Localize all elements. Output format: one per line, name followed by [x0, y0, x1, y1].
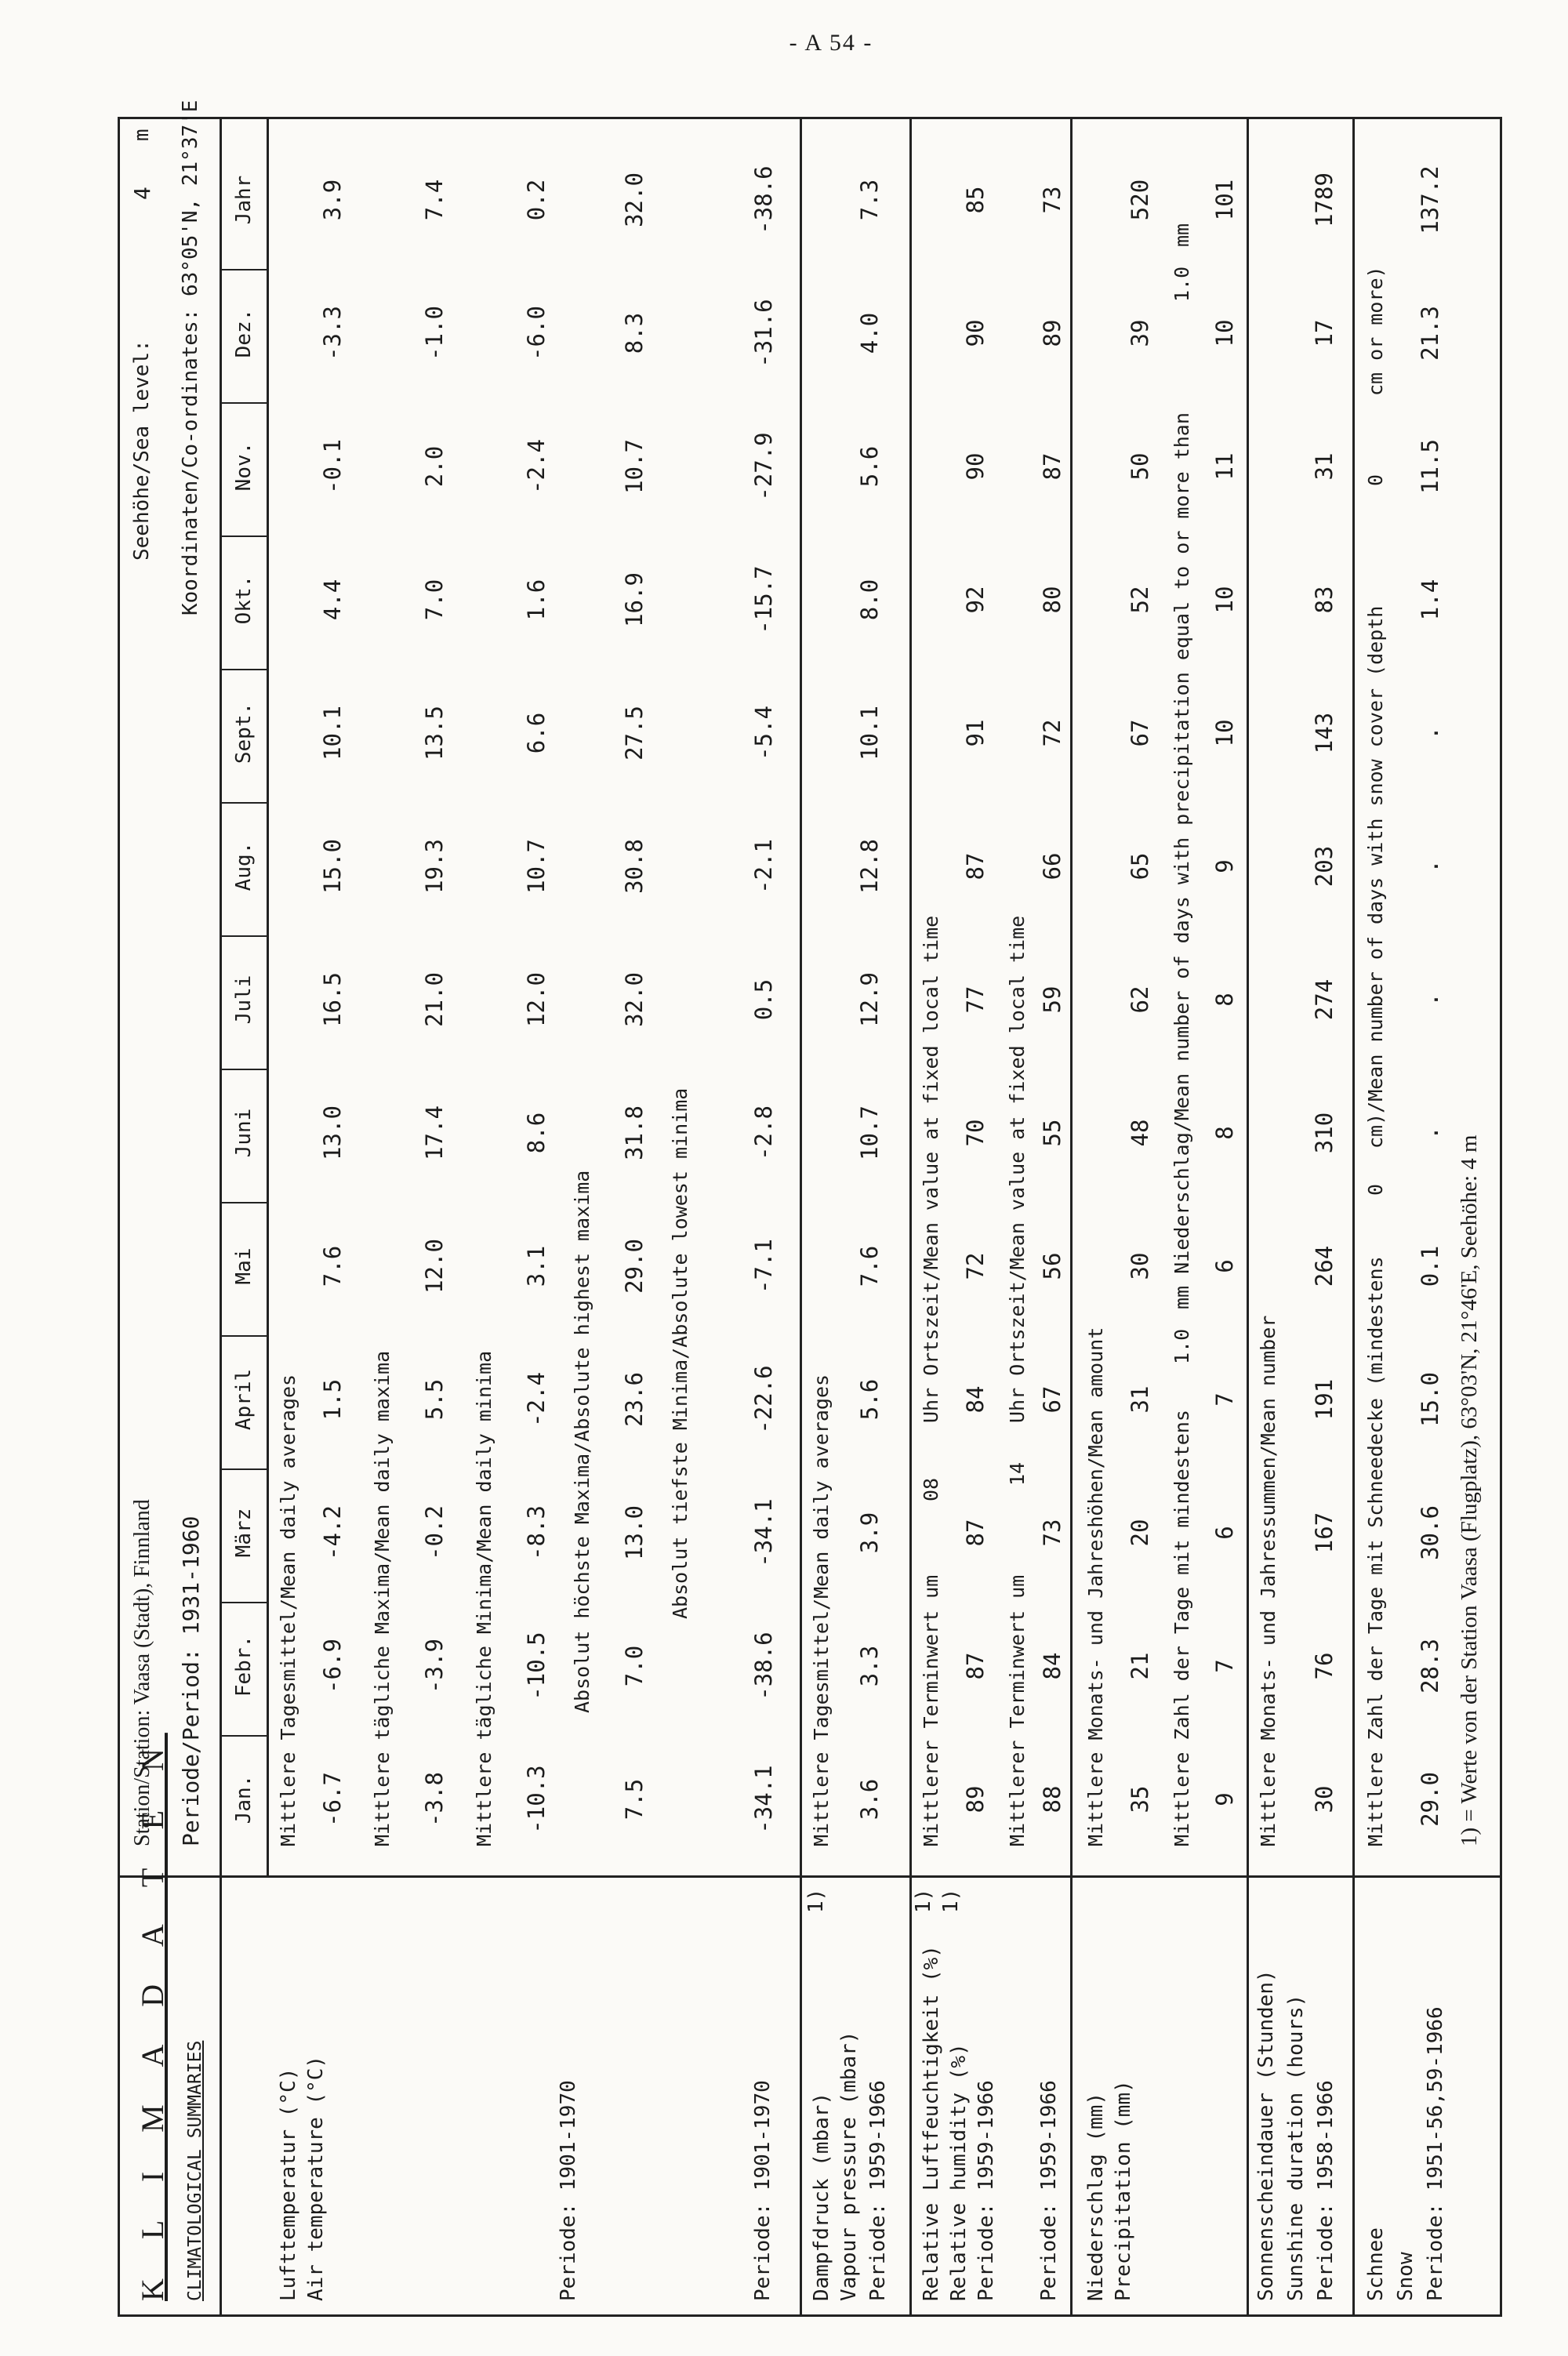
precip-row-days-year: 101 — [1211, 179, 1238, 221]
snow-row-sep: . — [1417, 726, 1443, 740]
divider-humidity-precip — [1070, 119, 1073, 2317]
humidity-row-08-sep: 91 — [962, 719, 989, 747]
precip-row-amount-sep: 67 — [1127, 719, 1153, 747]
vapour-row-feb: 3.3 — [856, 1645, 883, 1687]
snow-caption-a: Mittlere Zahl der Tage mit Schneedecke (mindestens — [1364, 1256, 1387, 1846]
temp-row-max-jan: -3.8 — [421, 1772, 448, 1827]
precip-row-amount-aug: 65 — [1127, 852, 1153, 880]
temp-row-max-jul: 21.0 — [421, 972, 448, 1027]
sunshine-label-de: Sonnenscheindauer (Stunden) — [1254, 1969, 1278, 2301]
sea-level-label: Seehöhe/Sea level: — [130, 339, 154, 561]
temp-row-mean-sep: 10.1 — [319, 706, 346, 761]
temp-row-max-sep: 13.5 — [421, 706, 448, 761]
station-period: Periode/Period: 1931-1960 — [178, 1516, 204, 1846]
station-name: Station/Station: Vaasa (Stadt), Finnland — [130, 1499, 154, 1846]
snow-caption-c: cm or more) — [1364, 266, 1387, 396]
precip-label-de: Niederschlag (mm) — [1084, 2092, 1108, 2301]
humidity-row-14-feb: 84 — [1039, 1652, 1065, 1680]
snow-label-de: Schnee — [1364, 2227, 1388, 2301]
precip-caption-days-amount: 1.0 — [1171, 1328, 1193, 1364]
precip-row-days-feb: 7 — [1211, 1659, 1238, 1673]
precip-caption-days-unit: mm — [1171, 223, 1193, 247]
month-header-oct: Okt. — [232, 575, 256, 625]
humidity-row-14-jun: 55 — [1039, 1119, 1065, 1147]
temp-row-max-oct: 7.0 — [421, 579, 448, 621]
humidity-row-14-oct: 80 — [1039, 586, 1065, 614]
vapour-footnote-mark: 1) — [804, 1888, 828, 1913]
temp-row-min-year: 0.2 — [523, 179, 550, 221]
precip-row-days-apr: 7 — [1211, 1392, 1238, 1407]
snow-row-feb: 28.3 — [1417, 1639, 1443, 1693]
precip-row-days-jul: 8 — [1211, 993, 1238, 1007]
temp-row-abs-min-mar: -34.1 — [750, 1498, 777, 1567]
sea-level-unit: m — [130, 129, 154, 141]
page-number: - A 54 - — [789, 30, 873, 56]
temp-row-abs-min-nov: -27.9 — [750, 432, 777, 501]
temp-row-mean-jul: 16.5 — [319, 972, 346, 1027]
temp-row-abs-max-jan: 7.5 — [621, 1778, 648, 1821]
precip-row-amount-apr: 31 — [1127, 1385, 1153, 1414]
humidity-row-14-apr: 67 — [1039, 1385, 1065, 1414]
humidity-footnote-mark-2: 1) — [939, 1888, 963, 1913]
temp-row-max-may: 12.0 — [421, 1239, 448, 1294]
month-header-feb: Febr. — [232, 1635, 256, 1697]
vapour-row-dec: 4.0 — [856, 312, 883, 354]
humidity-row-14-nov: 87 — [1039, 452, 1065, 481]
sunshine-row-dec: 17 — [1311, 319, 1338, 347]
precip-row-amount-oct: 52 — [1127, 586, 1153, 614]
temp-row-min-apr: -2.4 — [523, 1372, 550, 1427]
temp-row-abs-min-dec: -31.6 — [750, 299, 777, 368]
precip-row-amount-nov: 50 — [1127, 452, 1153, 481]
temp-row-abs-min-jun: -2.8 — [750, 1105, 777, 1160]
sunshine-row-jan: 30 — [1311, 1785, 1338, 1813]
sunshine-row-aug: 203 — [1311, 845, 1338, 888]
temp-row-max-aug: 19.3 — [421, 839, 448, 894]
temp-row-mean-dec: -3.3 — [319, 306, 346, 361]
sea-level-value: 4 — [129, 187, 155, 200]
page-title: K L I M A D A T E N — [135, 1733, 170, 2301]
temp-row-abs-min-sep: -5.4 — [750, 706, 777, 761]
temp-row-mean-year: 3.9 — [319, 179, 346, 221]
humidity-row-08-year: 85 — [962, 186, 989, 214]
sunshine-row-oct: 83 — [1311, 586, 1338, 614]
precip-row-days-sep: 10 — [1211, 719, 1238, 747]
precip-row-days-oct: 10 — [1211, 586, 1238, 614]
humidity-row-08-aug: 87 — [962, 852, 989, 880]
temp-row-abs-max-jul: 32.0 — [621, 972, 648, 1027]
precip-row-days-mar: 6 — [1211, 1526, 1238, 1540]
temp-row-max-dec: -1.0 — [421, 306, 448, 361]
sunshine-row-sep: 143 — [1311, 712, 1338, 754]
snow-row-jan: 29.0 — [1417, 1772, 1443, 1827]
vapour-row-sep: 10.1 — [856, 706, 883, 761]
temp-period-2: Periode: 1901-1970 — [751, 2080, 775, 2301]
sunshine-row-apr: 191 — [1311, 1378, 1338, 1421]
temp-row-abs-min-apr: -22.6 — [750, 1365, 777, 1434]
precip-row-amount-year: 520 — [1127, 179, 1153, 221]
vapour-row-year: 7.3 — [856, 179, 883, 221]
temp-row-mean-jan: -6.7 — [319, 1772, 346, 1827]
temp-row-abs-min-jul: 0.5 — [750, 978, 777, 1021]
humidity-row-08-apr: 84 — [962, 1385, 989, 1414]
humidity-row-08-jul: 77 — [962, 986, 989, 1014]
sunshine-row-feb: 76 — [1311, 1652, 1338, 1680]
month-header-sep: Sept. — [232, 702, 256, 764]
temp-row-max-year: 7.4 — [421, 179, 448, 221]
temp-row-abs-max-nov: 10.7 — [621, 439, 648, 494]
month-header-jan: Jan. — [232, 1774, 256, 1824]
precip-caption-amount: Mittlere Monats- und Jahreshöhen/Mean amount — [1084, 1327, 1107, 1846]
label-column-divider — [118, 1875, 1500, 1878]
header-divider — [220, 119, 222, 1875]
temp-row-abs-max-may: 29.0 — [621, 1239, 648, 1294]
temp-row-min-mar: -8.3 — [523, 1505, 550, 1560]
snow-period: Periode: 1951-56,59-1966 — [1424, 2006, 1447, 2301]
temp-row-max-mar: -0.2 — [421, 1505, 448, 1560]
temp-row-mean-jun: 13.0 — [319, 1105, 346, 1160]
temp-caption-mean: Mittlere Tagesmittel/Mean daily averages — [277, 1374, 299, 1846]
snow-caption-depth: 0 — [1364, 1183, 1387, 1196]
temp-caption-min: Mittlere tägliche Minima/Mean daily minima — [473, 1350, 495, 1846]
humidity-row-14-mar: 73 — [1039, 1519, 1065, 1547]
vapour-row-jun: 10.7 — [856, 1105, 883, 1160]
humidity-label-en: Relative humidity (%) — [947, 2043, 971, 2301]
temp-row-min-may: 3.1 — [523, 1245, 550, 1287]
humidity-footnote-mark-1: 1) — [912, 1888, 935, 1913]
precip-row-days-dec: 10 — [1211, 319, 1238, 347]
month-header-mar: März — [232, 1508, 256, 1558]
humidity-caption-14-hour: 14 — [1006, 1461, 1029, 1486]
precip-row-amount-jun: 48 — [1127, 1119, 1153, 1147]
temp-row-abs-max-sep: 27.5 — [621, 706, 648, 761]
snow-row-apr: 15.0 — [1417, 1372, 1443, 1427]
snow-label-en: Snow — [1394, 2252, 1417, 2301]
precip-row-amount-dec: 39 — [1127, 319, 1153, 347]
humidity-row-14-dec: 89 — [1039, 319, 1065, 347]
humidity-caption-14-b: Uhr Ortszeit/Mean value at fixed local time — [1006, 915, 1029, 1423]
temp-row-mean-nov: -0.1 — [319, 439, 346, 494]
temp-row-abs-min-year: -38.6 — [750, 165, 777, 234]
temp-row-max-feb: -3.9 — [421, 1639, 448, 1693]
temp-row-min-jul: 12.0 — [523, 972, 550, 1027]
divider-vapour-humidity — [909, 119, 912, 2317]
vapour-row-jul: 12.9 — [856, 972, 883, 1027]
humidity-row-08-may: 72 — [962, 1252, 989, 1280]
month-header-may: Mai — [232, 1247, 256, 1285]
snow-row-aug: . — [1417, 859, 1443, 873]
vapour-row-oct: 8.0 — [856, 579, 883, 621]
temp-row-abs-max-feb: 7.0 — [621, 1645, 648, 1687]
month-header-jul: Juli — [232, 975, 256, 1025]
humidity-row-14-aug: 66 — [1039, 852, 1065, 880]
sunshine-row-year: 1789 — [1311, 172, 1338, 227]
temp-row-mean-mar: -4.2 — [319, 1505, 346, 1560]
temp-row-min-jun: 8.6 — [523, 1112, 550, 1154]
temp-row-mean-aug: 15.0 — [319, 839, 346, 894]
precip-row-amount-may: 30 — [1127, 1252, 1153, 1280]
snow-row-jun: . — [1417, 1126, 1443, 1140]
vapour-row-may: 7.6 — [856, 1245, 883, 1287]
temp-label-en: Air temperature (°C) — [304, 2055, 328, 2301]
humidity-caption-14-a: Mittlerer Terminwert um — [1006, 1574, 1029, 1846]
humidity-period-1: Periode: 1959-1966 — [975, 2080, 998, 2301]
temp-row-abs-min-oct: -15.7 — [750, 565, 777, 634]
month-header-apr: April — [232, 1368, 256, 1431]
precip-caption-days-b: mm Niederschlag/Mean number of days with precipitation equal to or more than — [1171, 412, 1193, 1309]
vapour-caption: Mittlere Tagesmittel/Mean daily averages — [810, 1374, 833, 1846]
vapour-row-jan: 3.6 — [856, 1778, 883, 1821]
humidity-row-14-may: 56 — [1039, 1252, 1065, 1280]
temp-row-min-feb: -10.5 — [523, 1632, 550, 1701]
vapour-row-apr: 5.6 — [856, 1378, 883, 1421]
precip-caption-days-amount-2: 1.0 — [1171, 266, 1193, 302]
sunshine-row-may: 264 — [1311, 1245, 1338, 1287]
vapour-row-nov: 5.6 — [856, 445, 883, 488]
vapour-row-aug: 12.8 — [856, 839, 883, 894]
temp-row-min-dec: -6.0 — [523, 306, 550, 361]
sunshine-label-en: Sunshine duration (hours) — [1284, 1994, 1308, 2301]
footnote: 1) = Werte von der Station Vaasa (Flugplatz), 63°03'N, 21°46'E, Seehöhe: 4 m — [1457, 1134, 1482, 1846]
precip-caption-days-a: Mittlere Zahl der Tage mit mindestens — [1171, 1410, 1193, 1846]
page-subtitle: CLIMATOLOGICAL SUMMARIES — [185, 2040, 205, 2301]
temp-row-min-jan: -10.3 — [523, 1765, 550, 1834]
divider-temp-vapour — [800, 119, 802, 2317]
temp-row-min-nov: -2.4 — [523, 439, 550, 494]
precip-row-days-nov: 11 — [1211, 452, 1238, 481]
snow-caption-depth-2: 0 — [1364, 474, 1387, 486]
temp-row-abs-min-jan: -34.1 — [750, 1765, 777, 1834]
precip-row-days-jun: 8 — [1211, 1126, 1238, 1140]
snow-row-dec: 21.3 — [1417, 306, 1443, 361]
precip-row-days-may: 6 — [1211, 1259, 1238, 1273]
sunshine-caption: Mittlere Monats- und Jahressummen/Mean number — [1257, 1315, 1279, 1846]
humidity-label-de: Relative Luftfeuchtigkeit (%) — [920, 1945, 943, 2301]
sunshine-row-jul: 274 — [1311, 978, 1338, 1021]
temp-row-abs-max-oct: 16.9 — [621, 572, 648, 627]
humidity-period-2: Periode: 1959-1966 — [1037, 2080, 1061, 2301]
temp-row-abs-max-aug: 30.8 — [621, 839, 648, 894]
temp-row-abs-max-mar: 13.0 — [621, 1505, 648, 1560]
precip-row-amount-feb: 21 — [1127, 1652, 1153, 1680]
humidity-row-08-feb: 87 — [962, 1652, 989, 1680]
month-header-year: Jahr — [232, 175, 256, 225]
snow-row-mar: 30.6 — [1417, 1505, 1443, 1560]
temp-row-abs-max-jun: 31.8 — [621, 1105, 648, 1160]
snow-row-may: 0.1 — [1417, 1245, 1443, 1287]
temp-label-de: Lufttemperatur (°C) — [277, 2067, 300, 2301]
sunshine-period: Periode: 1958-1966 — [1314, 2080, 1338, 2301]
divider-sunshine-snow — [1352, 119, 1355, 2317]
temp-row-mean-oct: 4.4 — [319, 579, 346, 621]
temp-period-1: Periode: 1901-1970 — [557, 2080, 580, 2301]
temp-row-abs-max-apr: 23.6 — [621, 1372, 648, 1427]
month-header-divider — [267, 119, 269, 1875]
precip-label-en: Precipitation (mm) — [1112, 2080, 1135, 2301]
temp-row-mean-may: 7.6 — [319, 1245, 346, 1287]
snow-row-nov: 11.5 — [1417, 439, 1443, 494]
precip-row-days-aug: 9 — [1211, 859, 1238, 873]
title-divider — [220, 1876, 222, 2317]
precip-row-days-jan: 9 — [1211, 1792, 1238, 1806]
month-header-jun: Juni — [232, 1108, 256, 1158]
vapour-row-mar: 3.9 — [856, 1512, 883, 1554]
temp-caption-abs-max: Absolut höchste Maxima/Absolute highest maxima — [571, 1170, 593, 1713]
sunshine-row-jun: 310 — [1311, 1112, 1338, 1154]
temp-caption-abs-min: Absolut tiefste Minima/Absolute lowest minima — [669, 1087, 691, 1619]
divider-precip-sunshine — [1247, 119, 1249, 2317]
snow-caption-b: cm)/Mean number of days with snow cover (depth — [1364, 605, 1387, 1149]
month-header-aug: Aug. — [232, 841, 256, 891]
temp-row-abs-max-dec: 8.3 — [621, 312, 648, 354]
vapour-label-de: Dampfdruck (mbar) — [810, 2092, 833, 2301]
precip-row-amount-mar: 20 — [1127, 1519, 1153, 1547]
temp-row-max-apr: 5.5 — [421, 1378, 448, 1421]
precip-row-amount-jan: 35 — [1127, 1785, 1153, 1813]
sunshine-row-nov: 31 — [1311, 452, 1338, 481]
month-header-nov: Nov. — [232, 441, 256, 492]
coordinates: Koordinaten/Co-ordinates: 63°05'N, 21°37'E — [179, 100, 202, 615]
temp-row-abs-max-year: 32.0 — [621, 172, 648, 227]
temp-row-abs-min-may: -7.1 — [750, 1239, 777, 1294]
humidity-row-14-sep: 72 — [1039, 719, 1065, 747]
humidity-row-08-jan: 89 — [962, 1785, 989, 1813]
humidity-row-08-oct: 92 — [962, 586, 989, 614]
vapour-label-en: Vapour pressure (mbar) — [837, 2031, 861, 2301]
humidity-row-14-jul: 59 — [1039, 986, 1065, 1014]
humidity-row-08-dec: 90 — [962, 319, 989, 347]
temp-row-mean-feb: -6.9 — [319, 1639, 346, 1693]
sunshine-row-mar: 167 — [1311, 1512, 1338, 1554]
snow-row-oct: 1.4 — [1417, 579, 1443, 621]
snow-row-jul: . — [1417, 993, 1443, 1007]
humidity-row-14-year: 73 — [1039, 186, 1065, 214]
humidity-row-08-nov: 90 — [962, 452, 989, 481]
temp-row-mean-apr: 1.5 — [319, 1378, 346, 1421]
snow-row-year: 137.2 — [1417, 165, 1443, 234]
humidity-caption-08-a: Mittlerer Terminwert um — [920, 1574, 942, 1846]
humidity-row-14-jan: 88 — [1039, 1785, 1065, 1813]
temp-row-max-jun: 17.4 — [421, 1105, 448, 1160]
temp-row-min-aug: 10.7 — [523, 839, 550, 894]
humidity-caption-08-b: Uhr Ortszeit/Mean value at fixed local time — [920, 915, 942, 1423]
humidity-row-08-jun: 70 — [962, 1119, 989, 1147]
humidity-caption-08-hour: 08 — [920, 1477, 942, 1501]
humidity-row-08-mar: 87 — [962, 1519, 989, 1547]
temp-row-abs-min-aug: -2.1 — [750, 839, 777, 894]
temp-row-min-oct: 1.6 — [523, 579, 550, 621]
temp-row-min-sep: 6.6 — [523, 712, 550, 754]
month-header-dec: Dez. — [232, 308, 256, 358]
climate-data-sheet — [118, 100, 1529, 2317]
temp-caption-max: Mittlere tägliche Maxima/Mean daily maxima — [371, 1350, 394, 1846]
vapour-period: Periode: 1959-1966 — [866, 2080, 890, 2301]
temp-row-max-nov: 2.0 — [421, 445, 448, 488]
temp-row-abs-min-feb: -38.6 — [750, 1632, 777, 1701]
precip-row-amount-jul: 62 — [1127, 986, 1153, 1014]
